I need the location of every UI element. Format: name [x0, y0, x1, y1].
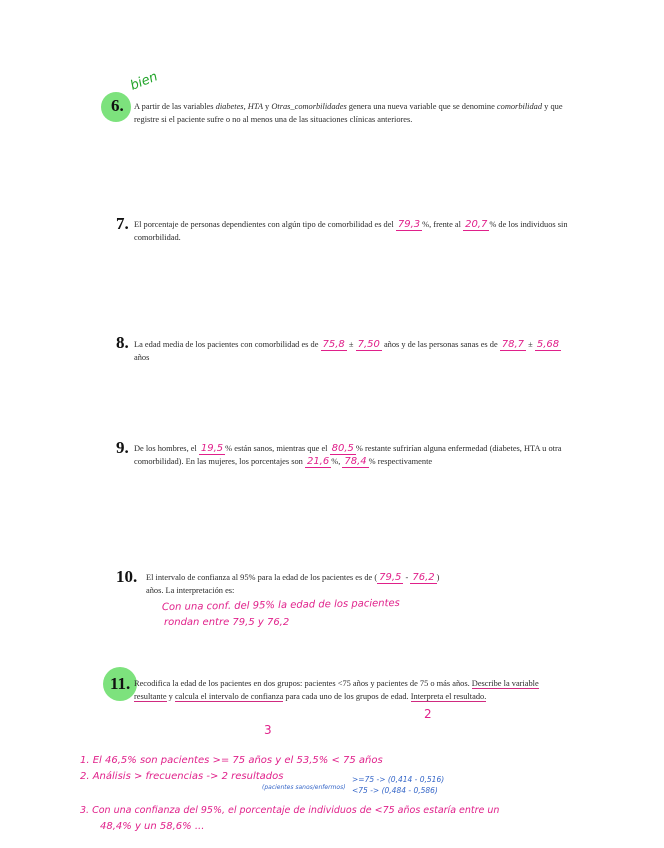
handwritten-mark-2: 2: [424, 707, 432, 721]
answer-q10-ci-low: 79,5: [379, 572, 402, 583]
question-number-11: 11.: [110, 674, 131, 693]
question-6-text: A partir de las variables diabetes, HTA y Otras_comorbilidades genera una nueva variable que se denomine comorbilidad y que registre si el paciente sufre o no al menos una de las situaciones clínicas anteriores.: [134, 102, 563, 124]
grader-mark-bien: bien: [128, 69, 160, 94]
answer-q8-sd-comorb: 7,50: [357, 339, 380, 350]
question-number-6: 6.: [111, 96, 124, 115]
question-number-10: 10.: [116, 567, 138, 586]
answer-q10-ci-high: 76,2: [412, 572, 435, 583]
question-number-9: 9.: [116, 438, 129, 457]
underlined-calculate: calcula el intervalo de confianza: [174, 691, 284, 701]
answer-q9-women-healthy: 21,6: [306, 455, 330, 467]
handwritten-mark-3: 3: [264, 723, 272, 737]
question-11-text: Recodifica la edad de los pacientes en dos grupos: pacientes <75 años y pacientes de 75 o más años. Describe la variable resultante y calcula el intervalo de confianza para cada uno de los grupos de edad. Interpreta el resultado.: [134, 679, 539, 701]
handwritten-note-1: 1. El 46,5% son pacientes >= 75 años y el 53,5% < 75 años: [80, 755, 383, 766]
handwritten-note-3: 3. Con una confianza del 95%, el porcentaje de individuos de <75 años estaría entre un: [80, 805, 500, 816]
underlined-interpret: Interpreta el resultado.: [410, 691, 487, 701]
question-10-text: El intervalo de confianza al 95% para la edad de los pacientes es de ( 79,5 - 76,2 ) años. La interpretación es:: [146, 572, 440, 595]
answer-q9-women-sick: 78,4: [344, 455, 367, 467]
answer-q8-mean-comorb: 75,8: [322, 339, 345, 350]
question-number-8: 8.: [116, 333, 129, 352]
handwritten-note-2: 2. Análisis > frecuencias -> 2 resultados: [80, 771, 284, 782]
question-9-text: De los hombres, el 19,5 % están sanos, mientras que el 80,5 % restante sufrirían alguna enfermedad (diabetes, HTA u otra comorbilidad). En las mujeres, los porcentajes son 21,6 %, 78,4 % respectivamente: [134, 443, 562, 467]
handwritten-q10-interpretation-2: rondan entre 79,5 y 76,2: [164, 617, 290, 628]
question-7-text: El porcentaje de personas dependientes con algún tipo de comorbilidad es del 79,3 %, frente al 20,7 % de los individuos sin comorbilidad.: [134, 219, 568, 242]
answer-q7-healthy-pct: 20,7: [465, 219, 488, 230]
answer-q9-men-sick: 80,5: [331, 443, 354, 454]
answer-q8-mean-healthy: 78,7: [501, 339, 525, 350]
question-number-7: 7.: [116, 214, 129, 233]
answer-q8-sd-healthy: 5,68: [536, 339, 560, 350]
answer-q7-comorbidity-pct: 79,3: [397, 219, 421, 230]
handwritten-note-3b: 48,4% y un 58,6% ...: [100, 821, 205, 832]
handwritten-note-2-sub: (pacientes sanos/enfermos): [262, 784, 346, 791]
handwritten-note-2-result-1: >=75 -> (0,414 - 0,516): [352, 775, 445, 784]
answer-q9-men-healthy: 19,5: [200, 443, 224, 454]
handwritten-q10-interpretation-1: Con una conf. del 95% la edad de los pacientes: [161, 597, 400, 614]
handwritten-note-2-result-2: <75 -> (0,484 - 0,586): [352, 786, 438, 795]
question-8-text: La edad media de los pacientes con comorbilidad es de 75,8 ± 7,50 años y de las personas sanas es de 78,7 ± 5,68 años: [134, 339, 560, 362]
underlined-describe: Describe la variable resultante: [134, 679, 539, 701]
